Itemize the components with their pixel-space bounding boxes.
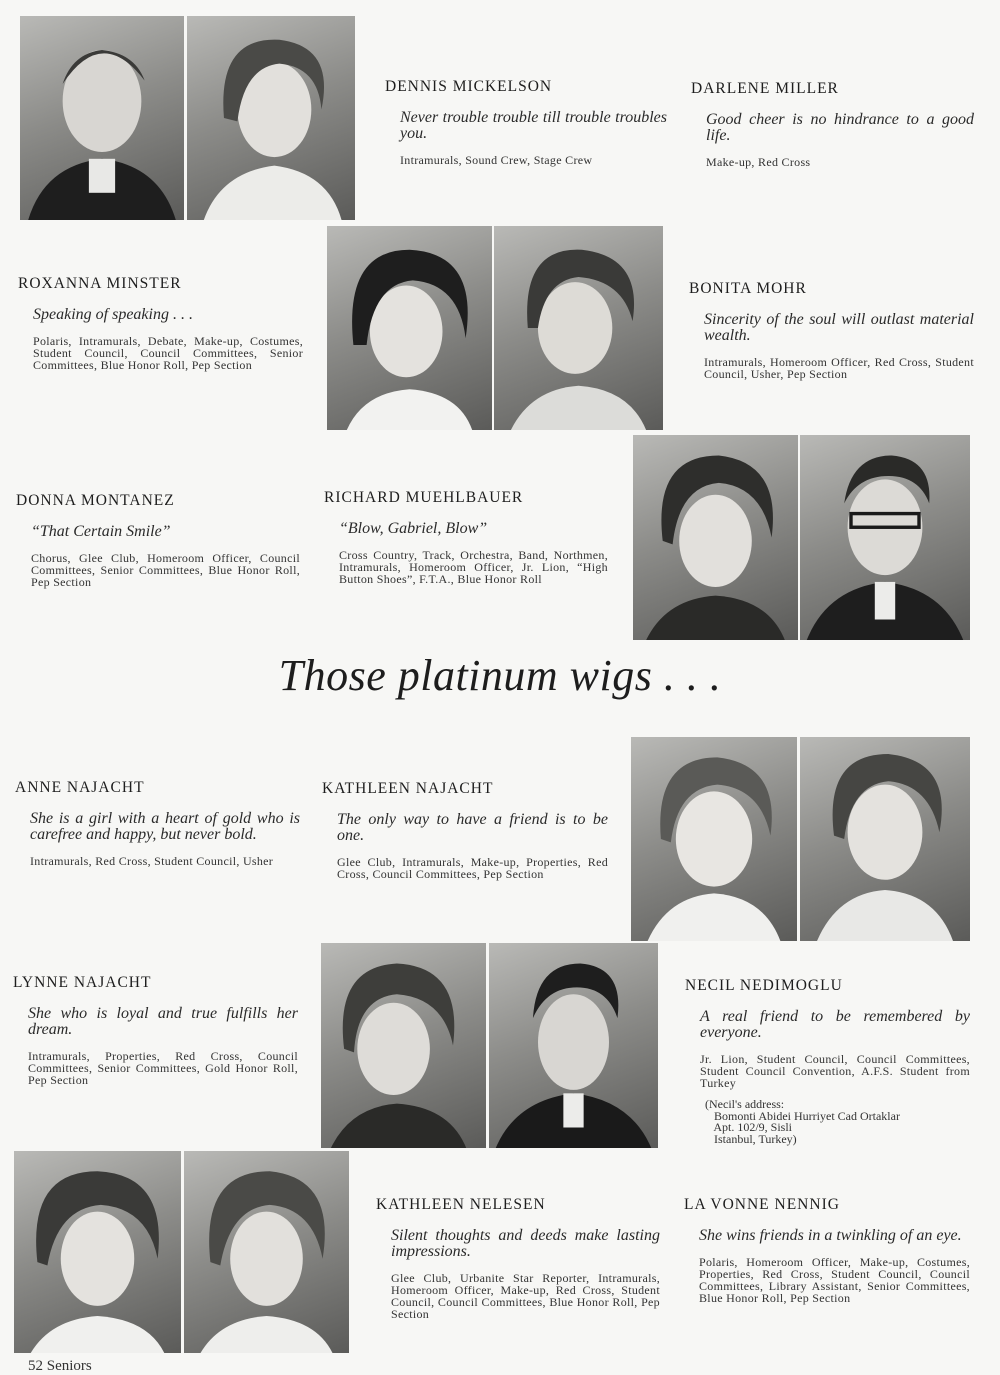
student-activities: Cross Country, Track, Orchestra, Band, Northmen, Intramurals, Homeroom Officer, Jr. Lion, “High Button Shoes”, F.T.A., Blue Honor Roll [339,548,608,586]
student-entry [689,280,974,380]
student-activities: Chorus, Glee Club, Homeroom Officer, Council Committees, Senior Committees, Blue Honor Roll, Pep Section [31,551,300,589]
student-activities: Jr. Lion, Student Council, Council Committees, Student Council Convention, A.F.S. Student from Turkey [700,1052,970,1090]
student-name: BONITA MOHR [689,280,807,297]
student-entry [13,974,298,1086]
student-entry [684,1196,970,1304]
portrait-photo [14,1151,181,1353]
student-name: KATHLEEN NELESEN [376,1196,546,1213]
student-quote: “That Certain Smile” [31,523,171,540]
student-entry [324,489,608,585]
student-quote: The only way to have a friend is to be one. [337,811,608,844]
student-entry [15,779,300,867]
portrait-photo [184,1151,349,1353]
student-quote: She is a girl with a heart of gold who is carefree and happy, but never bold. [30,810,300,843]
student-activities: Make-up, Red Cross [706,155,811,169]
student-entry [322,780,608,880]
student-quote: “Blow, Gabriel, Blow” [339,520,488,537]
student-quote: She who is loyal and true fulfills her dream. [28,1005,298,1038]
student-entry [376,1196,660,1320]
portrait-photo [187,16,355,220]
student-entry [691,80,974,168]
portrait-photo [20,16,184,220]
student-activities: Polaris, Homeroom Officer, Make-up, Costumes, Properties, Red Cross, Student Council, Council Committees, Library Assistant, Senior Committees, Blue Honor Roll, Pep Section [699,1255,970,1305]
student-entry [385,78,667,166]
student-activities: Intramurals, Properties, Red Cross, Council Committees, Senior Committees, Gold Honor Roll, Pep Section [28,1049,298,1087]
student-name: DARLENE MILLER [691,80,839,97]
student-name: DENNIS MICKELSON [385,78,553,95]
student-quote: Speaking of speaking . . . [33,306,193,323]
page-headline: Those platinum wigs . . . [278,651,722,700]
student-name: ANNE NAJACHT [15,779,145,796]
student-activities: Polaris, Intramurals, Debate, Make-up, Costumes, Student Council, Council Committees, Senior Committees, Blue Honor Roll, Pep Section [33,334,303,372]
student-quote: A real friend to be remembered by everyone. [700,1008,970,1041]
portrait-photo [800,737,970,941]
student-name: NECIL NEDIMOGLU [685,977,843,994]
student-quote: Sincerity of the soul will outlast material wealth. [704,311,974,344]
student-name: KATHLEEN NAJACHT [322,780,494,797]
portrait-photo [494,226,663,430]
portrait-photo [489,943,658,1148]
student-quote: She wins friends in a twinkling of an eye. [699,1227,962,1244]
portrait-photo [800,435,970,640]
student-entry [18,275,303,371]
portrait-photo [321,943,486,1148]
student-entry [16,492,300,588]
student-name: DONNA MONTANEZ [16,492,175,509]
student-activities: Glee Club, Intramurals, Make-up, Properties, Red Cross, Council Committees, Pep Section [337,855,608,881]
student-activities: Intramurals, Homeroom Officer, Red Cross, Student Council, Usher, Pep Section [704,355,974,381]
student-quote: Silent thoughts and deeds make lasting impressions. [391,1227,660,1260]
page-footer: 52 Seniors [28,1358,92,1374]
student-activities: Intramurals, Sound Crew, Stage Crew [400,153,593,167]
portrait-photo [633,435,798,640]
student-name: LA VONNE NENNIG [684,1196,840,1213]
student-quote: Never trouble trouble till trouble troubles you. [400,109,667,142]
student-activities: Glee Club, Urbanite Star Reporter, Intramurals, Homeroom Officer, Make-up, Red Cross, Student Council, Council Committees, Blue Honor Roll, Pep Section [391,1271,660,1321]
student-name: LYNNE NAJACHT [13,974,152,991]
student-entry [685,977,970,1145]
student-quote: Good cheer is no hindrance to a good life. [706,111,974,144]
portrait-photo [631,737,797,941]
student-address: (Necil's address: Bomonti Abidei Hurriyet Cad Ortaklar Apt. 102/9, Sisli Istanbul, Turkey) [705,1097,900,1146]
student-name: RICHARD MUEHLBAUER [324,489,524,506]
portrait-photo [327,226,492,430]
student-name: ROXANNA MINSTER [18,275,182,292]
student-activities: Intramurals, Red Cross, Student Council, Usher [30,854,274,868]
